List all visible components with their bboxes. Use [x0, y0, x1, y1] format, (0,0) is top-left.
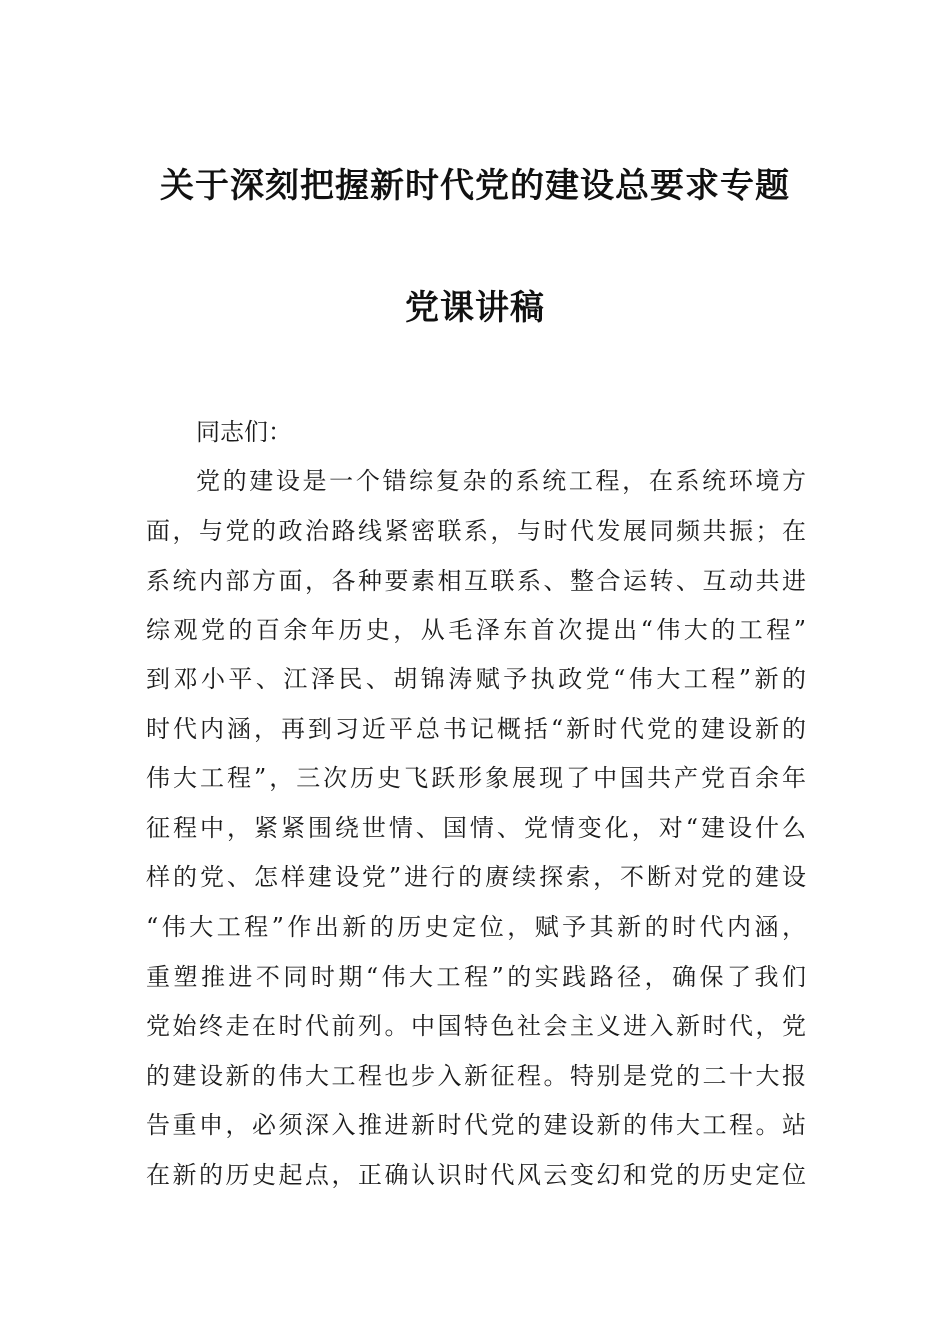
document-title-line-2: 党课讲稿 [405, 288, 545, 328]
paragraph-line: 样的党、怎样建设党”进行的赓续探索，不断对党的建设 [146, 863, 806, 891]
paragraph-line: 的建设新的伟大工程也步入新征程。特别是党的二十大报 [146, 1062, 806, 1090]
paragraph-line: 重塑推进不同时期“伟大工程”的实践路径，确保了我们 [146, 963, 806, 991]
paragraph-line: 面，与党的政治路线紧密联系，与时代发展同频共振；在 [146, 517, 806, 545]
paragraph-line: 时代内涵，再到习近平总书记概括“新时代党的建设新的 [146, 715, 806, 743]
paragraph-line: 在新的历史起点，正确认识时代风云变幻和党的历史定位 [146, 1161, 806, 1189]
paragraph-line: 到邓小平、江泽民、胡锦涛赋予执政党“伟大工程”新的 [146, 665, 806, 693]
paragraph-line: 伟大工程”，三次历史飞跃形象展现了中国共产党百余年 [146, 764, 806, 792]
paragraph-line: 综观党的百余年历史，从毛泽东首次提出“伟大的工程” [146, 616, 806, 644]
paragraph-line: 征程中，紧紧围绕世情、国情、党情变化，对“建设什么 [146, 814, 806, 842]
salutation: 同志们： [196, 418, 292, 446]
paragraph-line: 党的建设是一个错综复杂的系统工程，在系统环境方 [196, 467, 806, 495]
document-title-line-1: 关于深刻把握新时代党的建设总要求专题 [160, 166, 790, 206]
paragraph-line: 系统内部方面，各种要素相互联系、整合运转、互动共进 [146, 567, 806, 595]
paragraph-line: 告重申，必须深入推进新时代党的建设新的伟大工程。站 [146, 1111, 806, 1139]
paragraph-line: “伟大工程”作出新的历史定位，赋予其新的时代内涵， [146, 913, 806, 941]
paragraph-line: 党始终走在时代前列。中国特色社会主义进入新时代，党 [146, 1012, 806, 1040]
